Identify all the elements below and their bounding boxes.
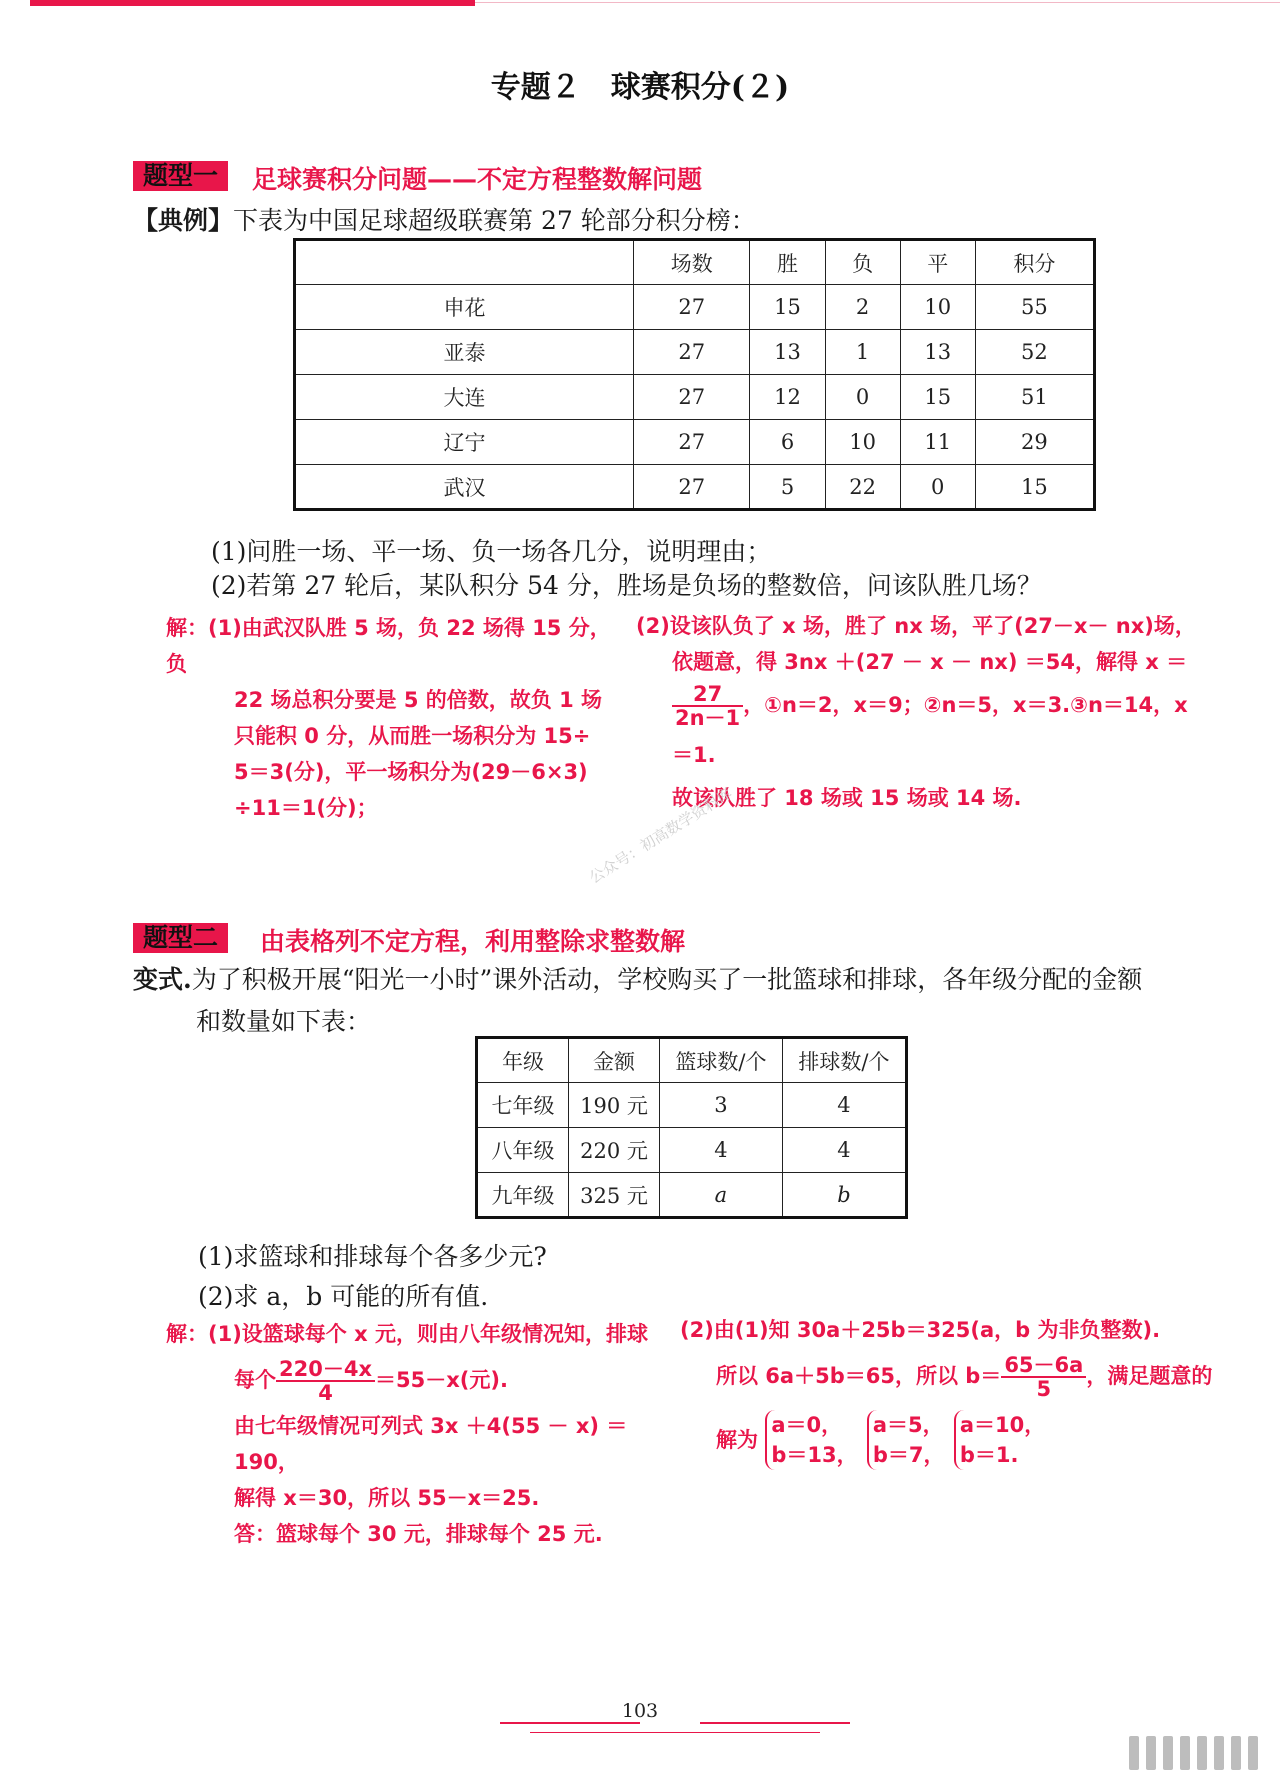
table-row [295, 465, 1095, 510]
variant-label: 变式. [133, 965, 192, 994]
table-cell: 190 元 [569, 1083, 660, 1128]
table-header-cell: 平 [900, 240, 975, 285]
table-cell: 1 [825, 330, 900, 375]
standings-table [293, 238, 1096, 511]
table-header-row [477, 1038, 907, 1083]
solution-text: 解为 [716, 1428, 758, 1452]
solution-line: 依题意，得 3nx ＋(27 － x － nx) ＝54，解得 x ＝ [672, 650, 1188, 674]
table-cell: 3 [660, 1083, 783, 1128]
table-header-row [295, 240, 1095, 285]
solution-value: a＝0， [771, 1413, 843, 1437]
solution-system [954, 1410, 1045, 1470]
solution-part-1 [166, 1316, 666, 1552]
solution-line: 解得 x＝30，所以 55－x＝25. [234, 1486, 540, 1510]
solution-line: 只能积 0 分，从而胜一场积分为 15÷ [234, 724, 591, 748]
example-line [133, 201, 756, 237]
table-row [295, 285, 1095, 330]
solution-line: 解：(1)由武汉队胜 5 场，负 22 场得 15 分，负 [166, 616, 611, 676]
table-cell: 11 [900, 420, 975, 465]
page-number: 103 [621, 1700, 659, 1722]
table-cell: 13 [750, 330, 825, 375]
question-2: (2)若第 27 轮后，某队积分 54 分，胜场是负场的整数倍，问该队胜几场？ [211, 571, 1042, 600]
fraction-denominator: 4 [318, 1381, 333, 1405]
table-header-cell [295, 240, 634, 285]
table-row [477, 1083, 907, 1128]
solution-system [867, 1410, 945, 1470]
solution-system [765, 1410, 857, 1470]
solution-line: 答：篮球每个 30 元，排球每个 25 元. [234, 1522, 603, 1546]
fraction [672, 683, 743, 729]
page-title: 专题２ 球赛积分(２) [490, 70, 790, 105]
table-cell: 申花 [295, 285, 634, 330]
solution-line: ÷11＝1(分)； [234, 796, 378, 820]
fraction [276, 1358, 375, 1404]
table-cell: 辽宁 [295, 420, 634, 465]
solution-text: ＝55－x(元). [375, 1368, 508, 1392]
table-cell: 武汉 [295, 465, 634, 510]
table-cell: 52 [975, 330, 1094, 375]
example-label: 【典例】 [133, 206, 234, 235]
footer-line-right [700, 1722, 850, 1724]
solution-part-2 [680, 1312, 1220, 1470]
table-cell: 15 [900, 375, 975, 420]
table-row [295, 375, 1095, 420]
fraction-denominator: 2n－1 [675, 706, 741, 730]
table-cell: 亚泰 [295, 330, 634, 375]
table-cell: a [660, 1173, 783, 1218]
section2-heading: 由表格列不定方程，利用整除求整数解 [260, 927, 686, 956]
solution-value: a＝5， [872, 1413, 944, 1437]
table-row [295, 420, 1095, 465]
table-cell: 27 [634, 330, 750, 375]
table-cell: b [782, 1173, 906, 1218]
top-decor-line [475, 2, 1280, 3]
table-cell: 22 [825, 465, 900, 510]
question-1: (1)问胜一场、平一场、负一场各几分，说明理由； [211, 537, 772, 566]
solution-line: 190， [234, 1450, 299, 1474]
solution-line: 5＝3(分)，平一场积分为(29－6×3) [234, 760, 588, 784]
table-cell: 29 [975, 420, 1094, 465]
watermark: 公众号：初高数学资料库 [586, 784, 736, 887]
solution-line [680, 1348, 1220, 1404]
scan-bar [1248, 1736, 1258, 1770]
table-cell: 6 [750, 420, 825, 465]
solution-text: ，①n＝2，x＝9；②n＝5，x＝3.③n＝14，x＝1. [672, 693, 1188, 767]
fraction [1001, 1354, 1086, 1400]
section1-heading: 足球赛积分问题——不定方程整数解问题 [252, 165, 703, 194]
fraction-numerator: 65－6a [1001, 1354, 1086, 1378]
scan-bar [1146, 1736, 1156, 1770]
table-cell: 4 [782, 1083, 906, 1128]
scan-bar [1129, 1736, 1139, 1770]
table-cell: 10 [900, 285, 975, 330]
table-cell: 七年级 [477, 1083, 569, 1128]
table-header-cell: 金额 [569, 1038, 660, 1083]
fraction-numerator: 220－4x [276, 1358, 375, 1382]
fraction-denominator: 5 [1036, 1377, 1052, 1401]
table-cell: 220 元 [569, 1128, 660, 1173]
solution-line [680, 1410, 1220, 1470]
table-header-cell: 积分 [975, 240, 1094, 285]
solution-value: b＝13， [771, 1443, 858, 1467]
table-cell: 27 [634, 375, 750, 420]
solution-line: 由七年级情况可列式 3x ＋4(55 － x) ＝ [234, 1414, 628, 1438]
table-header-cell: 年级 [477, 1038, 569, 1083]
purchase-table [475, 1036, 908, 1219]
scan-bar [1197, 1736, 1207, 1770]
table-cell: 0 [900, 465, 975, 510]
variant-line-2: 和数量如下表： [196, 1007, 372, 1036]
table-header-cell: 场数 [634, 240, 750, 285]
table-header-cell: 负 [825, 240, 900, 285]
table-cell: 12 [750, 375, 825, 420]
top-decor-bar [30, 0, 475, 6]
solution-line [166, 1352, 666, 1408]
table-header-cell: 胜 [750, 240, 825, 285]
scan-bar [1231, 1736, 1241, 1770]
table-cell: 325 元 [569, 1173, 660, 1218]
solution-text: 所以 6a＋5b＝65，所以 b＝ [716, 1364, 1002, 1388]
variant-text: 为了积极开展“阳光一小时”课外活动，学校购买了一批篮球和排球，各年级分配的金额 [191, 965, 1143, 994]
solution-value: a＝10， [959, 1413, 1046, 1437]
solution-line: (2)设该队负了 x 场，胜了 nx 场，平了(27－x－ nx)场， [636, 614, 1196, 638]
footer-line-bottom [530, 1732, 820, 1733]
table-cell: 27 [634, 465, 750, 510]
section2-tag: 题型二 [133, 923, 228, 953]
solution-part-1 [166, 610, 616, 826]
table-cell: 4 [782, 1128, 906, 1173]
solution-line [636, 680, 1196, 780]
table-row [477, 1128, 907, 1173]
fraction-numerator: 27 [672, 683, 743, 707]
table-cell: 10 [825, 420, 900, 465]
table-cell: 0 [825, 375, 900, 420]
table-cell: 5 [750, 465, 825, 510]
solution-line: (2)由(1)知 30a＋25b＝325(a，b 为非负整数). [680, 1318, 1161, 1342]
table-header-cell: 排球数/个 [782, 1038, 906, 1083]
table-cell: 13 [900, 330, 975, 375]
table-row [477, 1173, 907, 1218]
solution-text: ，满足题意的 [1086, 1364, 1213, 1388]
table-cell: 九年级 [477, 1173, 569, 1218]
table-cell: 55 [975, 285, 1094, 330]
table-cell: 51 [975, 375, 1094, 420]
table-cell: 27 [634, 285, 750, 330]
question-2: (2)求 a，b 可能的所有值. [198, 1282, 489, 1311]
table-cell: 15 [975, 465, 1094, 510]
table-cell: 27 [634, 420, 750, 465]
table-cell: 八年级 [477, 1128, 569, 1173]
scan-bar [1214, 1736, 1224, 1770]
table-cell: 15 [750, 285, 825, 330]
solution-line: 解：(1)设篮球每个 x 元，则由八年级情况知，排球 [166, 1322, 648, 1346]
solution-value: b＝1. [959, 1443, 1019, 1467]
example-text: 下表为中国足球超级联赛第 27 轮部分积分榜： [233, 206, 756, 235]
section1-tag: 题型一 [133, 161, 228, 191]
solution-value: b＝7， [872, 1443, 945, 1467]
solution-text: 每个 [234, 1368, 276, 1392]
question-1: (1)求篮球和排球每个各多少元? [198, 1242, 547, 1271]
solution-line: 故该队胜了 18 场或 15 场或 14 场. [672, 786, 1022, 810]
table-cell: 4 [660, 1128, 783, 1173]
table-cell: 大连 [295, 375, 634, 420]
solution-line: 22 场总积分要是 5 的倍数，故负 1 场 [234, 688, 603, 712]
footer-line-left [500, 1722, 640, 1724]
scan-bar [1180, 1736, 1190, 1770]
variant-line-1 [133, 960, 1142, 996]
table-row [295, 330, 1095, 375]
scan-bar [1163, 1736, 1173, 1770]
scan-artifact [1122, 1736, 1258, 1774]
table-cell: 2 [825, 285, 900, 330]
table-header-cell: 篮球数/个 [660, 1038, 783, 1083]
